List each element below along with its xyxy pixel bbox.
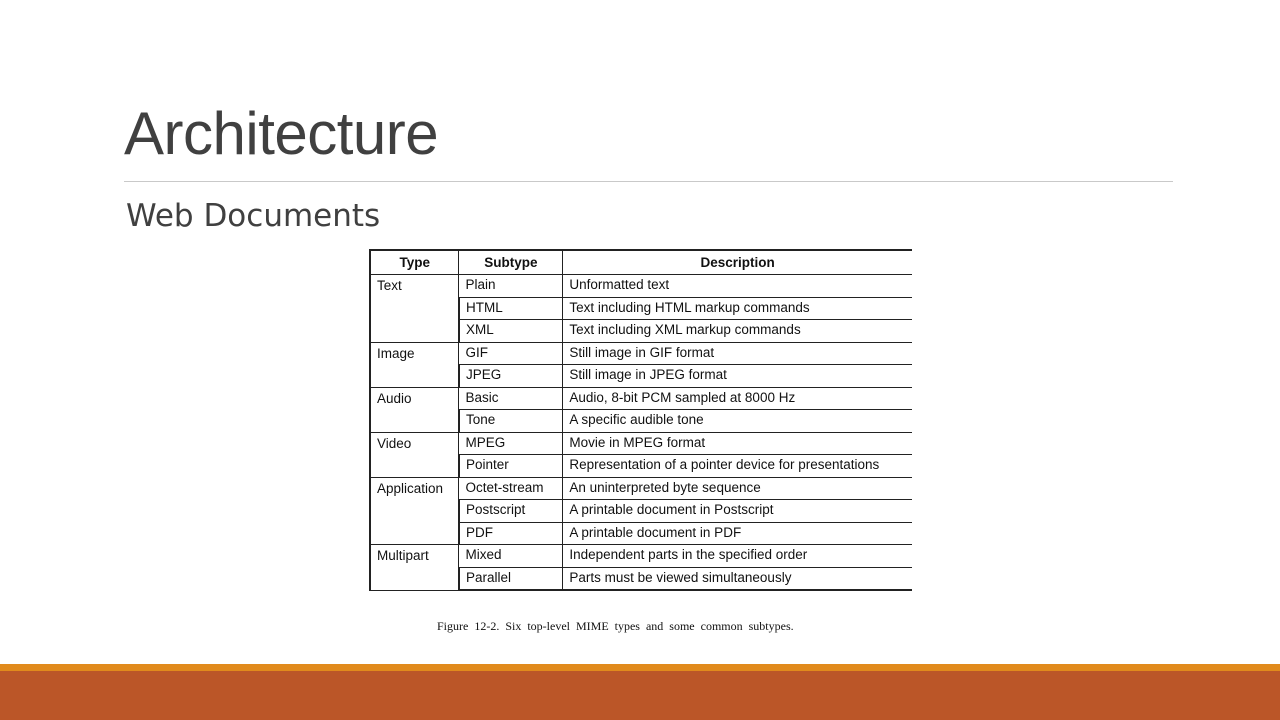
subtype-cell: MPEG: [459, 432, 563, 455]
mime-table-figure: [369, 249, 912, 591]
description-cell: Unformatted text: [563, 275, 912, 298]
footer-accent-stripe: [0, 664, 1280, 671]
description-cell: Still image in JPEG format: [563, 365, 912, 388]
description-cell: Audio, 8-bit PCM sampled at 8000 Hz: [563, 387, 912, 410]
subtype-cell: Plain: [459, 275, 563, 298]
description-cell: Independent parts in the specified order: [563, 545, 912, 568]
subtype-cell: Pointer: [459, 455, 563, 478]
description-cell: Movie in MPEG format: [563, 432, 912, 455]
subtype-cell: Parallel: [459, 567, 563, 590]
header-subtype: Subtype: [459, 250, 563, 275]
description-cell: A specific audible tone: [563, 410, 912, 433]
table-row: [370, 342, 912, 365]
subtype-cell: HTML: [459, 297, 563, 320]
description-cell: Parts must be viewed simultaneously: [563, 567, 912, 590]
subtype-cell: JPEG: [459, 365, 563, 388]
type-cell: Multipart: [370, 545, 459, 591]
table-row: [370, 545, 912, 568]
footer-band: [0, 671, 1280, 720]
table-header-row: [370, 250, 912, 275]
description-cell: A printable document in Postscript: [563, 500, 912, 523]
description-cell: Text including HTML markup commands: [563, 297, 912, 320]
figure-caption: Figure 12-2. Six top-level MIME types and some common subtypes.: [437, 619, 794, 633]
table-row: [370, 387, 912, 410]
header-description: Description: [563, 250, 912, 275]
table-row: [370, 432, 912, 455]
table-row: [370, 477, 912, 500]
type-cell: Video: [370, 432, 459, 477]
subtype-cell: Postscript: [459, 500, 563, 523]
description-cell: Still image in GIF format: [563, 342, 912, 365]
subtype-cell: PDF: [459, 522, 563, 545]
title-divider: [124, 181, 1173, 182]
description-cell: A printable document in PDF: [563, 522, 912, 545]
subtype-cell: XML: [459, 320, 563, 343]
slide-subtitle: Web Documents: [126, 198, 381, 234]
type-cell: Application: [370, 477, 459, 545]
description-cell: An uninterpreted byte sequence: [563, 477, 912, 500]
subtype-cell: Mixed: [459, 545, 563, 568]
subtype-cell: GIF: [459, 342, 563, 365]
subtype-cell: Octet-stream: [459, 477, 563, 500]
subtype-cell: Basic: [459, 387, 563, 410]
table-row: [370, 275, 912, 298]
type-cell: Text: [370, 275, 459, 343]
type-cell: Audio: [370, 387, 459, 432]
description-cell: Text including XML markup commands: [563, 320, 912, 343]
description-cell: Representation of a pointer device for presentations: [563, 455, 912, 478]
subtype-cell: Tone: [459, 410, 563, 433]
header-type: Type: [370, 250, 459, 275]
mime-types-table: [369, 249, 912, 591]
type-cell: Image: [370, 342, 459, 387]
slide-title: Architecture: [124, 100, 439, 167]
